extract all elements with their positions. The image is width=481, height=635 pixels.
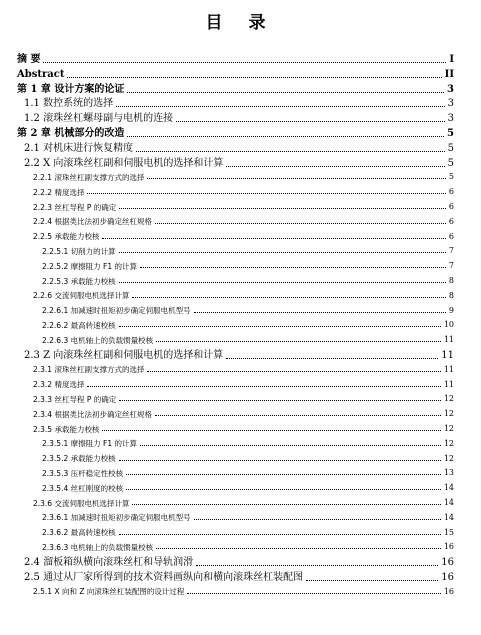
- toc-entry-page-number: 15: [443, 527, 454, 537]
- dot-leader: [119, 208, 446, 209]
- dot-leader: [119, 460, 441, 461]
- dot-leader: [67, 77, 441, 78]
- toc-entry-page-number: 12: [443, 409, 454, 419]
- toc-entry-label: 2.2.6.3 电机轴上的负载惯量校核: [42, 335, 154, 345]
- toc-entry[interactable]: [0, 514, 481, 522]
- toc-entry[interactable]: [0, 233, 481, 241]
- toc-entry[interactable]: [0, 469, 481, 477]
- toc-entry[interactable]: [0, 262, 481, 270]
- toc-entry-page-number: 7: [448, 261, 454, 271]
- toc-entry[interactable]: [0, 85, 481, 95]
- toc-entry-label: 2.3.1 滚珠丝杠副支撑方式的选择: [33, 365, 145, 375]
- toc-entry-page-number: 5: [447, 142, 454, 154]
- toc-entry-label: 摘 要: [17, 54, 41, 65]
- toc-entry-page-number: 6: [448, 231, 454, 241]
- toc-entry[interactable]: [0, 425, 481, 433]
- toc-entry-label: 2.2 X 向滚珠丝杠副和伺服电机的选择和计算: [24, 157, 224, 169]
- dot-leader: [126, 489, 441, 490]
- dot-leader: [126, 474, 441, 475]
- toc-entry[interactable]: [0, 99, 481, 109]
- toc-entry[interactable]: [0, 455, 481, 463]
- toc-entry-label: 1.2 滚珠丝杠螺母副与电机的连接: [24, 113, 174, 125]
- toc-entry-page-number: 9: [448, 305, 454, 315]
- dot-leader: [156, 341, 441, 342]
- toc-entry[interactable]: [0, 381, 481, 389]
- dot-leader: [176, 121, 445, 122]
- toc-entry[interactable]: [0, 188, 481, 196]
- toc-entry-label: Abstract: [17, 68, 65, 80]
- toc-entry[interactable]: [0, 543, 481, 551]
- toc-entry[interactable]: [0, 366, 481, 374]
- toc-entry[interactable]: [0, 203, 481, 211]
- toc-entry-page-number: II: [444, 68, 454, 80]
- toc-entry[interactable]: [0, 247, 481, 255]
- toc-entry[interactable]: [0, 558, 481, 568]
- toc-entry-label: 2.3.6 交流伺服电机选择计算: [33, 498, 130, 508]
- toc-entry[interactable]: [0, 129, 481, 139]
- toc-entry[interactable]: [0, 440, 481, 448]
- toc-entry-page-number: 14: [443, 483, 454, 493]
- dot-leader: [196, 565, 438, 566]
- dot-leader: [87, 386, 440, 387]
- toc-entry-label: 2.2.1 滚珠丝杠副支撑方式的选择: [33, 172, 145, 182]
- toc-entry-label: 2.3.5.1 摩擦阻力 F1 的计算: [42, 439, 137, 449]
- toc-entry-label: 第 2 章 机械部分的改造: [17, 128, 125, 139]
- toc-entry-label: 2.3.3 丝杠导程 P 的确定: [33, 394, 117, 404]
- toc-entry[interactable]: [0, 351, 481, 361]
- toc-entry-page-number: 16: [441, 572, 454, 583]
- toc-entry[interactable]: [0, 321, 481, 329]
- toc-entry-page-number: 13: [443, 468, 454, 478]
- toc-entry-label: 2.3.5.3 压杆稳定性校核: [42, 468, 124, 478]
- toc-entry-page-number: 12: [443, 438, 454, 448]
- toc-entry[interactable]: [0, 55, 481, 65]
- toc-entry-label: 2.3.6.2 最高转速校核: [42, 528, 116, 538]
- dot-leader: [136, 151, 445, 152]
- toc-entry-label: 第 1 章 设计方案的论证: [17, 83, 125, 95]
- toc-entry-page-number: 14: [443, 512, 454, 522]
- page-title: 目 录: [205, 13, 276, 33]
- toc-entry[interactable]: [0, 484, 481, 492]
- toc-entry[interactable]: [0, 159, 481, 169]
- toc-entry-page-number: 16: [443, 586, 454, 596]
- toc-entry-page-number: 5: [448, 172, 454, 182]
- toc-entry[interactable]: [0, 144, 481, 154]
- dot-leader: [132, 297, 445, 298]
- toc-entry[interactable]: [0, 588, 481, 596]
- toc-entry-page-number: 6: [448, 216, 454, 226]
- toc-entry-page-number: 10: [443, 320, 454, 330]
- toc-entry-page-number: 11: [443, 335, 454, 345]
- dot-leader: [102, 430, 440, 431]
- toc-entry[interactable]: [0, 292, 481, 300]
- toc-entry-label: 2.1 对机床进行恢复精度: [24, 142, 134, 154]
- toc-entry[interactable]: [0, 173, 481, 181]
- dot-leader: [116, 106, 445, 107]
- dot-leader: [226, 358, 438, 359]
- toc-entry[interactable]: [0, 529, 481, 537]
- toc-entry-label: 2.3 Z 向滚珠丝杠副和伺服电机的选择和计算: [24, 350, 224, 361]
- toc-entry-page-number: 16: [443, 542, 454, 552]
- toc-entry-label: 2.3.5.4 丝杠刚度的校核: [42, 483, 124, 493]
- dot-leader: [226, 166, 444, 167]
- toc-entry-page-number: 6: [448, 187, 454, 197]
- toc-entry-page-number: 8: [448, 276, 454, 285]
- dot-leader: [119, 400, 441, 401]
- toc-entry[interactable]: [0, 336, 481, 344]
- dot-leader: [156, 548, 441, 549]
- toc-entry-page-number: 11: [441, 350, 454, 361]
- dot-leader: [147, 371, 440, 372]
- toc-entry[interactable]: [0, 499, 481, 507]
- toc-entry-page-number: 6: [448, 202, 454, 211]
- toc-entry-page-number: 5: [447, 128, 454, 139]
- toc-entry-label: 2.2.6.1 加减速时扭矩初步确定伺服电机型号: [42, 306, 191, 316]
- dot-leader: [306, 580, 438, 581]
- dot-leader: [87, 193, 445, 194]
- dot-leader: [102, 238, 445, 239]
- toc-entry-label: 2.2.2 精度选择: [33, 187, 85, 197]
- dot-leader: [127, 136, 444, 137]
- toc-entry-label: 2.3.6.3 电机轴上的负载惯量校核: [42, 542, 154, 552]
- toc-entry-page-number: 12: [443, 453, 454, 463]
- dot-leader: [147, 178, 445, 179]
- toc-entry-label: 2.2.3 丝杠导程 P 的确定: [33, 202, 117, 212]
- toc-entry-label: 2.3.5 承载能力校核: [33, 424, 100, 434]
- toc-entry-label: 2.2.5.2 摩擦阻力 F1 的计算: [42, 261, 137, 271]
- dot-leader: [194, 519, 441, 520]
- toc-entry-page-number: 7: [448, 246, 454, 256]
- dot-leader: [194, 312, 446, 313]
- toc-entry[interactable]: [0, 277, 481, 285]
- toc-entry-page-number: 3: [447, 98, 454, 110]
- toc-entry-label: 2.3.5.2 承载能力校核: [42, 454, 116, 464]
- dot-leader: [140, 445, 441, 446]
- dot-leader: [140, 267, 446, 268]
- toc-entry[interactable]: [0, 218, 481, 226]
- toc-entry[interactable]: [0, 395, 481, 403]
- dot-leader: [43, 62, 446, 63]
- dot-leader: [155, 415, 441, 416]
- dot-leader: [187, 593, 440, 594]
- toc-entry[interactable]: [0, 410, 481, 418]
- toc-entry-label: 2.3.2 精度选择: [33, 380, 85, 390]
- toc-entry-label: 1.1 数控系统的选择: [24, 98, 114, 110]
- toc-entry-page-number: 12: [443, 394, 454, 404]
- toc-entry-label: 2.2.6.2 最高转速校核: [42, 320, 116, 330]
- toc-entry-page-number: 3: [447, 83, 454, 95]
- toc-entry-page-number: 11: [443, 379, 454, 389]
- toc-entry-page-number: 11: [443, 364, 454, 374]
- toc-entry-label: 2.2.5.1 切削力的计算: [42, 246, 116, 256]
- toc-entry-label: 2.5 通过从厂家所得到的技术资料画纵向和横向滚珠丝杠装配图: [24, 572, 304, 583]
- toc-entry[interactable]: [0, 114, 481, 124]
- toc-entry-label: 2.4 溜板箱纵横向滚珠丝杠和导轨润滑: [24, 557, 194, 569]
- dot-leader: [119, 326, 441, 327]
- dot-leader: [119, 252, 446, 253]
- toc-entry-page-number: 12: [443, 424, 454, 433]
- dot-leader: [127, 92, 444, 93]
- toc-entry[interactable]: [0, 573, 481, 583]
- toc-entry-page-number: 3: [447, 113, 454, 125]
- toc-entry-label: 2.3.6.1 加减速时扭矩初步确定伺服电机型号: [42, 513, 191, 523]
- toc-entry-label: 2.5.1 X 向和 Z 向滚珠丝杠装配图的设计过程: [33, 587, 185, 597]
- toc-entry-page-number: 14: [443, 498, 454, 507]
- toc-entry-page-number: 16: [441, 557, 454, 569]
- toc-entry[interactable]: [0, 70, 481, 80]
- toc-entry-label: 2.3.4 根据类比法初步确定丝杠规格: [33, 409, 152, 419]
- toc-entry-page-number: 5: [447, 157, 454, 169]
- dot-leader: [119, 534, 441, 535]
- toc-entry-label: 2.2.5 承载能力校核: [33, 232, 100, 242]
- toc-entry[interactable]: [0, 307, 481, 315]
- toc-entry-page-number: 8: [448, 290, 454, 300]
- toc-entry-label: 2.2.6 交流伺服电机选择计算: [33, 291, 130, 301]
- dot-leader: [132, 504, 440, 505]
- dot-leader: [119, 282, 446, 283]
- toc-entry-label: 2.2.4 根据类比法初步确定丝杠规格: [33, 217, 152, 227]
- toc-entry-page-number: I: [449, 54, 454, 65]
- dot-leader: [155, 223, 446, 224]
- toc-entry-label: 2.2.5.3 承载能力校核: [42, 276, 116, 286]
